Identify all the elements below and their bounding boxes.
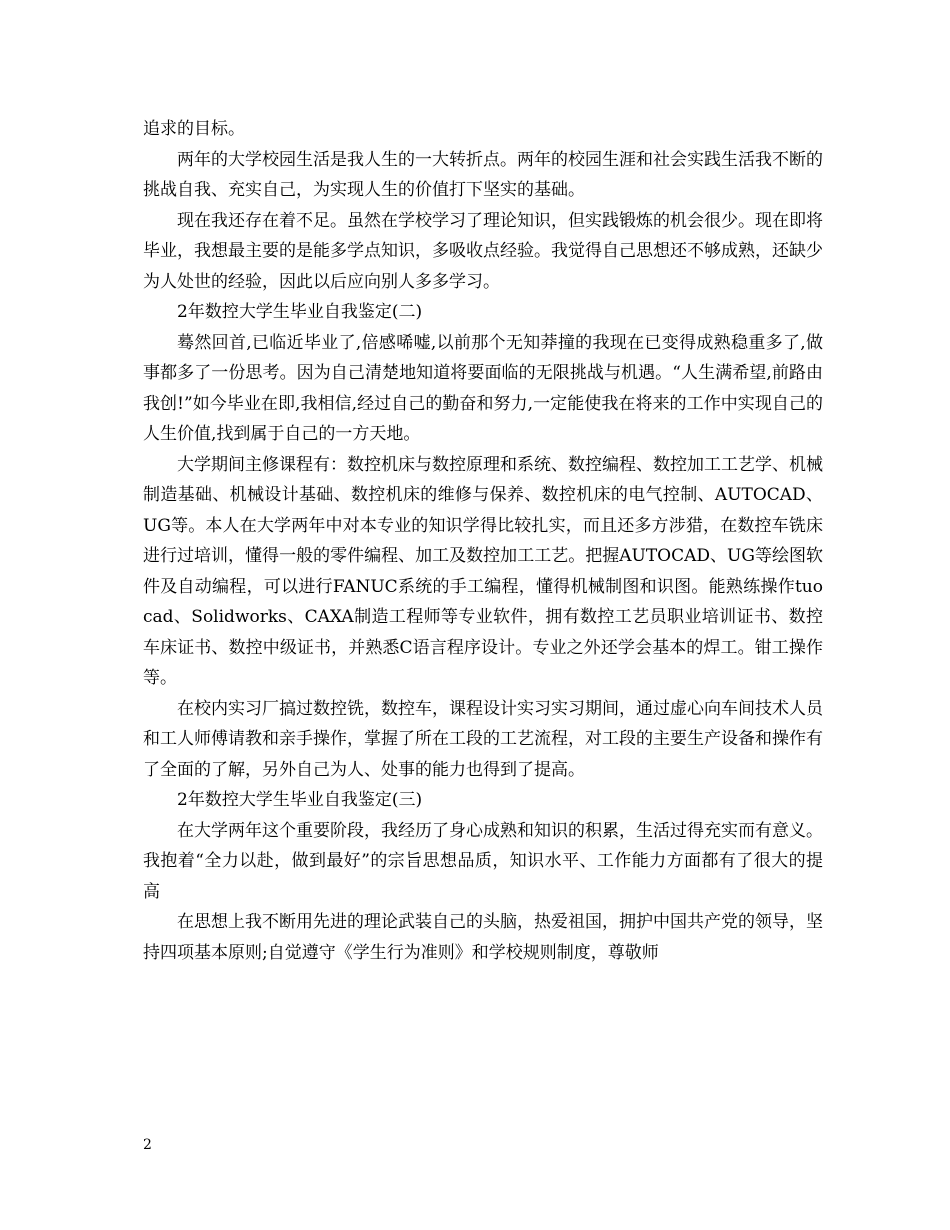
paragraph: 两年的大学校园生活是我人生的一大转折点。两年的校园生涯和社会实践生活我不断的挑战自我、充实自己，为实现人生的价值打下坚实的基础。: [143, 149, 823, 200]
paragraph: 在大学两年这个重要阶段，我经历了身心成熟和知识的积累，生活过得充实而有意义。我抱着“全力以赴，做到最好”的宗旨思想品质，知识水平、工作能力方面都有了很大的提高: [143, 820, 823, 902]
section-heading: 2年数控大学生毕业自我鉴定(三): [177, 790, 423, 810]
paragraph-continuation: 追求的目标。: [143, 119, 245, 139]
section-heading: 2年数控大学生毕业自我鉴定(二): [177, 302, 423, 322]
paragraph: 在思想上我不断用先进的理论武装自己的头脑，热爱祖国，拥护中国共产党的领导，坚持四项基本原则;自觉遵守《学生行为准则》和学校规则制度，尊敬师: [143, 912, 823, 963]
paragraph: 蓦然回首,已临近毕业了,倍感唏嘘,以前那个无知莽撞的我现在已变得成熟稳重多了,做事都多了一份思考。因为自己清楚地知道将要面临的无限挑战与机遇。“人生满希望,前路由我创!”如今毕业在即,我相信,经过自己的勤奋和努力,一定能使我在将来的工作中实现自己的人生价值,找到属于自己的一方天地。: [143, 332, 823, 444]
paragraph: 现在我还存在着不足。虽然在学校学习了理论知识，但实践锻炼的机会很少。现在即将毕业，我想最主要的是能多学点知识，多吸收点经验。我觉得自己思想还不够成熟，还缺少为人处世的经验，因此以后应向别人多多学习。: [143, 210, 823, 292]
body-text: [143, 114, 823, 968]
paragraph: 在校内实习厂搞过数控铣，数控车，课程设计实习实习期间，通过虚心向车间技术人员和工人师傅请教和亲手操作，掌握了所在工段的工艺流程，对工段的主要生产设备和操作有了全面的了解，另外自己为人、处事的能力也得到了提高。: [143, 698, 823, 780]
page-number: 2: [143, 1137, 152, 1153]
paragraph: 大学期间主修课程有：数控机床与数控原理和系统、数控编程、数控加工工艺学、机械制造基础、机械设计基础、数控机床的维修与保养、数控机床的电气控制、AUTOCAD、UG等。本人在大学两年中对本专业的知识学得比较扎实，而且还多方涉猎，在数控车铣床进行过培训，懂得一般的零件编程、加工及数控加工工艺。把握AUTOCAD、UG等绘图软件及自动编程，可以进行FANUC系统的手工编程，懂得机械制图和识图。能熟练操作tuocad、Solidworks、CAXA制造工程师等专业软件，拥有数控工艺员职业培训证书、数控车床证书、数控中级证书，并熟悉C语言程序设计。专业之外还学会基本的焊工。钳工操作等。: [143, 454, 823, 688]
